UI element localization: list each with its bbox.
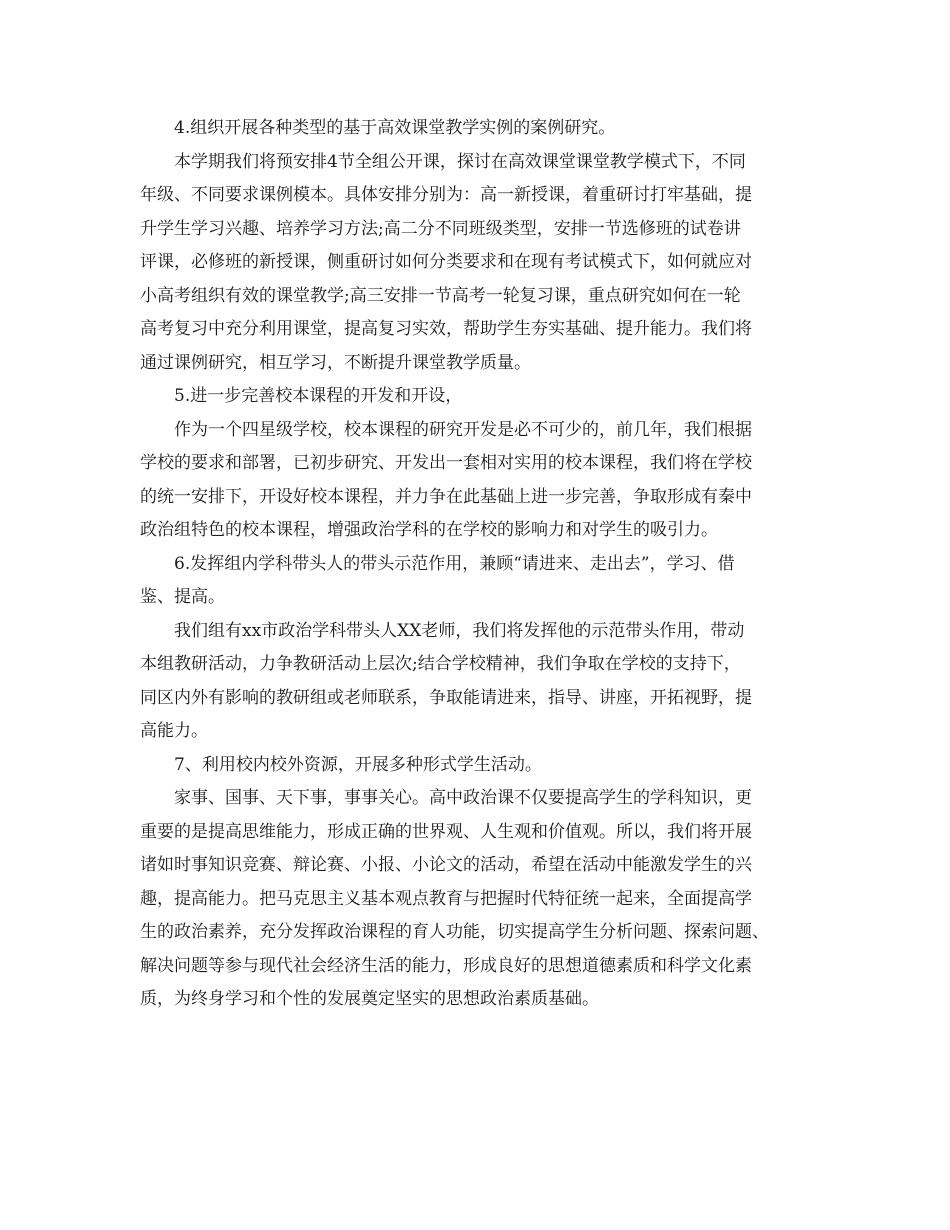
text-line: 年级、不同要求课例模本。具体安排分别为：高一新授课，着重研讨打牢基础，提 — [140, 185, 752, 205]
text-line: 通过课例研究，相互学习，不断提升课堂教学质量。 — [140, 352, 531, 373]
text-line: 的统一安排下，开设好校本课程，并力争在此基础上进一步完善，争取形成有秦中 — [140, 486, 752, 507]
text-line: 学校的要求和部署，已初步研究、开发出一套相对实用的校本课程，我们将在学校 — [140, 453, 752, 473]
text-line: 升学生学习兴趣、培养学习方法;高二分不同班级类型，安排一节选修班的试卷讲 — [140, 218, 741, 239]
text-line: 解决问题等参与现代社会经济生活的能力，形成良好的思想道德素质和科学文化素 — [140, 955, 752, 976]
text-line: 生的政治素养，充分发挥政治课程的育人功能，切实提高学生分析问题、探索问题、 — [140, 922, 769, 942]
text-line: 4.组织开展各种类型的基于高效课堂教学实例的案例研究。 — [174, 118, 616, 138]
text-line: 我们组有xx市政治学科带头人XX老师，我们将发挥他的示范带头作用，带动 — [174, 620, 745, 641]
text-line: 重要的是提高思维能力，形成正确的世界观、人生观和价值观。所以，我们将开展 — [140, 821, 752, 842]
text-line: 高能力。 — [140, 721, 208, 741]
text-line: 高考复习中充分利用课堂，提高复习实效，帮助学生夯实基础、提升能力。我们将 — [140, 319, 752, 339]
document-body — [140, 112, 830, 1017]
text-line: 5.进一步完善校本课程的开发和开设， — [174, 386, 463, 406]
text-line: 7、利用校内校外资源，开展多种形式学生活动。 — [174, 754, 542, 775]
text-line: 小高考组织有效的课堂教学;高三安排一节高考一轮复习课，重点研究如何在一轮 — [140, 285, 741, 306]
text-line: 评课，必修班的新授课，侧重研讨如何分类要求和在现有考试模式下，如何就应对 — [140, 252, 752, 272]
text-line: 质，为终身学习和个性的发展奠定坚实的思想政治素质基础。 — [140, 989, 599, 1009]
text-line: 同区内外有影响的教研组或老师联系，争取能请进来，指导、讲座，开拓视野，提 — [140, 687, 752, 708]
text-line: 政治组特色的校本课程，增强政治学科的在学校的影响力和对学生的吸引力。 — [140, 520, 718, 540]
text-line: 本学期我们将预安排4节全组公开课，探讨在高效课堂课堂教学模式下，不同 — [174, 151, 746, 172]
text-line: 本组教研活动，力争教研活动上层次;结合学校精神，我们争取在学校的支持下， — [140, 654, 741, 674]
text-line: 家事、国事、天下事，事事关心。高中政治课不仅要提高学生的学科知识，更 — [174, 788, 752, 808]
text-line: 趣，提高能力。把马克思主义基本观点教育与把握时代特征统一起来，全面提高学 — [140, 888, 752, 909]
text-line: 诸如时事知识竞赛、辩论赛、小报、小论文的活动，希望在活动中能激发学生的兴 — [140, 855, 752, 875]
text-line: 作为一个四星级学校，校本课程的研究开发是必不可少的，前几年，我们根据 — [174, 419, 752, 440]
text-line: 鉴、提高。 — [140, 587, 225, 607]
text-line: 6.发挥组内学科带头人的带头示范作用，兼顾“请进来、走出去”，学习、借 — [174, 553, 735, 574]
